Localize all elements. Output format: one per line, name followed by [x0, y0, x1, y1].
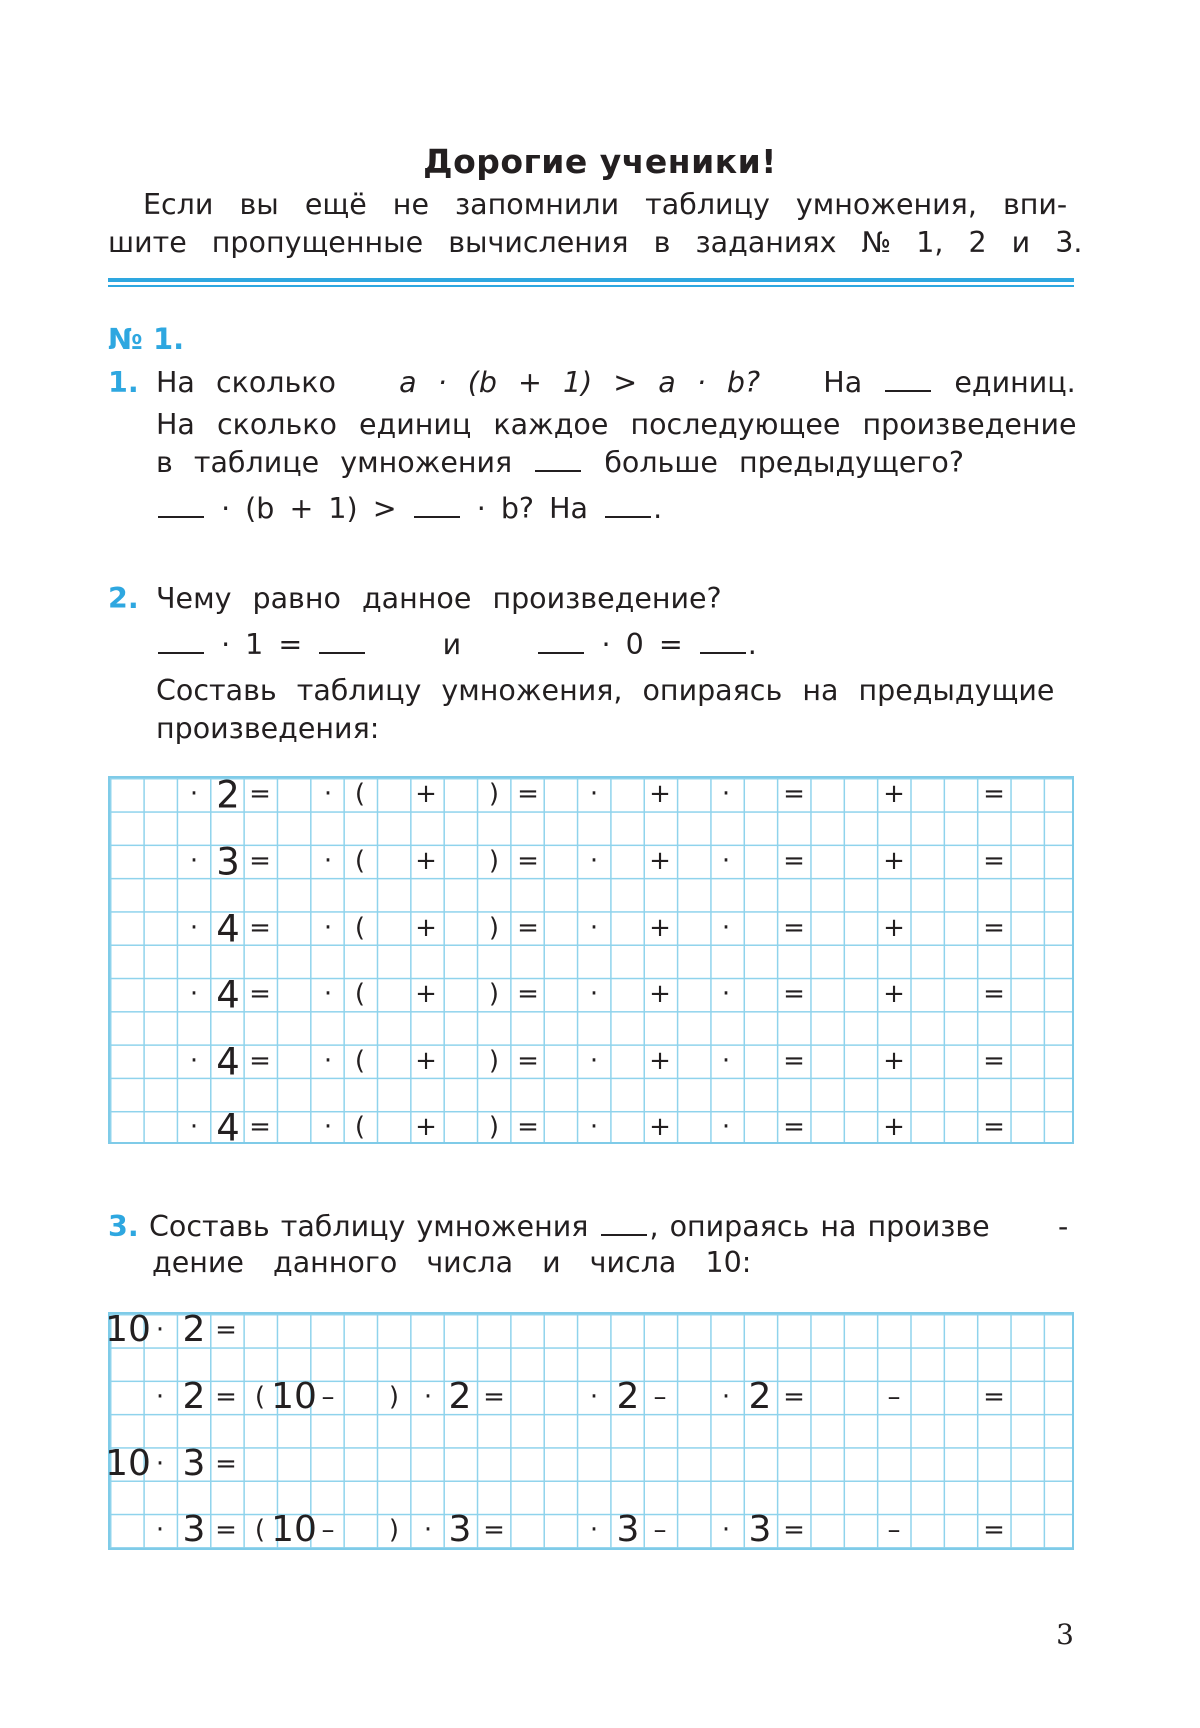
- grid-1-equals-sign: =: [517, 1112, 539, 1142]
- grid-1-plus-sign: +: [649, 779, 671, 809]
- grid-1-equals-sign: =: [517, 979, 539, 1009]
- grid-2-row-2-equals-sign: =: [483, 1382, 505, 1412]
- task-3-line-1: [149, 1208, 990, 1246]
- grid-1-plus-sign: +: [883, 1046, 905, 1076]
- task-1-text-f: · (b + 1) >: [221, 492, 397, 525]
- grid-1-dot-sign: ·: [589, 846, 599, 876]
- grid-2-row-4-dot-sign: ·: [721, 1515, 731, 1545]
- answer-blank[interactable]: [535, 448, 581, 472]
- grid-2-row-4-equals-sign: =: [215, 1515, 237, 1545]
- task-1-line-1: [156, 364, 1076, 402]
- grid-1-open-paren: (: [354, 1046, 366, 1076]
- page-number: 3: [1056, 1618, 1074, 1651]
- grid-1-equals-sign: =: [249, 779, 271, 809]
- grid-2-row-3-dot-sign: ·: [155, 1449, 165, 1479]
- grid-1-open-paren: (: [354, 1112, 366, 1142]
- grid-1-plus-sign: +: [415, 846, 437, 876]
- grid-1-equals-sign: =: [783, 1046, 805, 1076]
- grid-1-dot-sign: ·: [323, 1112, 333, 1142]
- grid-1-plus-sign: +: [649, 1112, 671, 1142]
- grid-1-plus-sign: +: [883, 779, 905, 809]
- grid-1-open-paren: (: [354, 979, 366, 1009]
- grid-1-equals-sign: =: [249, 1112, 271, 1142]
- intro-line-1: Если вы ещё не запомнили таблицу умножения, впи-: [143, 188, 1068, 221]
- task-2-number: 2.: [108, 582, 139, 615]
- grid-1-equals-sign: =: [983, 779, 1005, 809]
- grid-1-multiplier: 4: [216, 1106, 240, 1150]
- grid-1-plus-sign: +: [415, 913, 437, 943]
- grid-2-row-1-number-ten: 10: [105, 1309, 151, 1350]
- grid-1-equals-sign: =: [983, 1112, 1005, 1142]
- grid-2-row-1-equals-sign: =: [215, 1315, 237, 1345]
- grid-1-dot-sign: ·: [589, 1112, 599, 1142]
- grid-1-equals-sign: =: [983, 1046, 1005, 1076]
- grid-2-row-2-dot-sign: ·: [721, 1382, 731, 1412]
- answer-blank[interactable]: [158, 630, 204, 654]
- grid-1-plus-sign: +: [883, 913, 905, 943]
- grid-2-row-3-multiplier: 3: [182, 1443, 206, 1484]
- task-3-text-b: , опираясь на произве: [649, 1210, 990, 1243]
- grid-2-row-1-multiplier: 2: [182, 1309, 206, 1350]
- grid-1-open-paren: (: [354, 779, 366, 809]
- grid-1-dot-sign: ·: [189, 1112, 199, 1142]
- grid-2-row-2-equals-sign: =: [983, 1382, 1005, 1412]
- grid-1-multiplier: 2: [216, 773, 240, 817]
- grid-1-equals-sign: =: [783, 779, 805, 809]
- grid-1-equals-sign: =: [517, 913, 539, 943]
- task-1-text-b: На: [823, 366, 863, 399]
- grid-2-row-2-close-paren: ): [388, 1382, 400, 1412]
- grid-1-equals-sign: =: [983, 846, 1005, 876]
- grid-1-plus-sign: +: [649, 913, 671, 943]
- grid-1-equals-sign: =: [517, 1046, 539, 1076]
- grid-2-row-2-dot-sign: ·: [155, 1382, 165, 1412]
- task-2-and: и: [442, 628, 462, 661]
- answer-blank[interactable]: [885, 368, 931, 392]
- task-1-text-c: единиц.: [954, 366, 1076, 399]
- grid-2-row-3-number-ten: 10: [105, 1443, 151, 1484]
- grid-1-dot-sign: ·: [721, 913, 731, 943]
- multiplication-grid-1[interactable]: [108, 773, 1074, 1150]
- grid-1-close-paren: ): [488, 779, 500, 809]
- grid-1-dot-sign: ·: [721, 1046, 731, 1076]
- grid-1-plus-sign: +: [883, 846, 905, 876]
- task-3-number: 3.: [108, 1210, 139, 1243]
- grid-1-plus-sign: +: [415, 779, 437, 809]
- grid-1-dot-sign: ·: [189, 979, 199, 1009]
- task-1-line-2: На сколько единиц каждое последующее произведение: [156, 408, 1077, 441]
- grid-2-row-2-minus-sign: –: [653, 1382, 667, 1412]
- grid-2-row-4-minus-sign: –: [887, 1515, 901, 1545]
- grid-2-row-4-close-paren: ): [388, 1515, 400, 1545]
- answer-blank[interactable]: [538, 630, 584, 654]
- grid-1-multiplier: 4: [216, 1040, 240, 1084]
- grid-1-plus-sign: +: [649, 1046, 671, 1076]
- grid-1-equals-sign: =: [517, 846, 539, 876]
- task-2-question: Чему равно данное произведение?: [156, 582, 722, 615]
- grid-1-dot-sign: ·: [189, 1046, 199, 1076]
- grid-1-close-paren: ): [488, 1112, 500, 1142]
- grid-2-row-2-dot-sign: ·: [423, 1382, 433, 1412]
- task-2-mul-one: · 1 =: [221, 628, 303, 661]
- task-1-text-e: больше предыдущего?: [604, 446, 964, 479]
- grid-1-dot-sign: ·: [589, 1046, 599, 1076]
- multiplication-grid-2[interactable]: [105, 1309, 1074, 1550]
- task-2-formula: [156, 626, 757, 664]
- grid-2-row-2-multiplier: 2: [448, 1376, 472, 1417]
- task-3-text-a: Составь таблицу умножения: [149, 1210, 589, 1243]
- grid-2-row-2-multiplier: 2: [748, 1376, 772, 1417]
- grid-2-row-2-multiplier: 2: [616, 1376, 640, 1417]
- grid-1-dot-sign: ·: [721, 779, 731, 809]
- grid-1-equals-sign: =: [783, 1112, 805, 1142]
- grid-1-plus-sign: +: [415, 979, 437, 1009]
- task-2-instruction-2: произведения:: [156, 712, 380, 745]
- grid-1-dot-sign: ·: [189, 779, 199, 809]
- grid-2-row-4-dot-sign: ·: [589, 1515, 599, 1545]
- grid-1-dot-sign: ·: [323, 779, 333, 809]
- task-1-text-d: в таблице умножения: [156, 446, 513, 479]
- grid-1-plus-sign: +: [649, 846, 671, 876]
- task-1-line-3: [156, 444, 964, 482]
- grid-1-plus-sign: +: [415, 1046, 437, 1076]
- grid-2-row-4-multiplier: 3: [182, 1509, 206, 1550]
- grid-2-row-4-dot-sign: ·: [423, 1515, 433, 1545]
- grid-2-row-4-open-paren: (: [254, 1515, 266, 1545]
- grid-1-plus-sign: +: [415, 1112, 437, 1142]
- grid-1-equals-sign: =: [249, 979, 271, 1009]
- grid-2-row-2-equals-sign: =: [783, 1382, 805, 1412]
- grid-1-multiplier: 4: [216, 973, 240, 1017]
- grid-1-dot-sign: ·: [721, 1112, 731, 1142]
- task-2-end: .: [747, 628, 757, 661]
- task-3-hyphen: -: [1058, 1210, 1069, 1243]
- grid-1-equals-sign: =: [783, 979, 805, 1009]
- intro-line-2: шите пропущенные вычисления в заданиях № 1, 2 и 3.: [108, 226, 1083, 259]
- task-1-expression: a · (b + 1) > a · b?: [399, 366, 761, 399]
- grid-1-multiplier: 3: [216, 840, 240, 884]
- grid-2-row-3-equals-sign: =: [215, 1449, 237, 1479]
- grid-1-dot-sign: ·: [721, 979, 731, 1009]
- task-2-mul-zero: · 0 =: [601, 628, 683, 661]
- grid-2-row-2-dot-sign: ·: [589, 1382, 599, 1412]
- answer-blank[interactable]: [700, 630, 746, 654]
- grid-2-row-2-minus-sign: –: [887, 1382, 901, 1412]
- answer-blank[interactable]: [319, 630, 365, 654]
- grid-1-dot-sign: ·: [323, 846, 333, 876]
- divider-thin: [108, 285, 1074, 287]
- grid-1-dot-sign: ·: [189, 913, 199, 943]
- grid-2-row-2-number-ten: 10: [271, 1376, 317, 1417]
- grid-1-equals-sign: =: [983, 979, 1005, 1009]
- answer-blank[interactable]: [605, 494, 651, 518]
- grid-1-dot-sign: ·: [323, 1046, 333, 1076]
- page-title: Дорогие ученики!: [423, 142, 777, 181]
- grid-2-row-4-multiplier: 3: [748, 1509, 772, 1550]
- answer-blank[interactable]: [601, 1212, 647, 1236]
- grid-2-row-2-open-paren: (: [254, 1382, 266, 1412]
- task-2-instruction-1: Составь таблицу умножения, опираясь на предыдущие: [156, 674, 1055, 707]
- grid-1-plus-sign: +: [649, 979, 671, 1009]
- answer-blank[interactable]: [414, 494, 460, 518]
- grid-2-row-4-multiplier: 3: [616, 1509, 640, 1550]
- grid-2-row-4-equals-sign: =: [483, 1515, 505, 1545]
- grid-2-row-4-equals-sign: =: [983, 1515, 1005, 1545]
- grid-1-multiplier: 4: [216, 907, 240, 951]
- task-1-number: 1.: [108, 366, 139, 399]
- grid-2-row-2-equals-sign: =: [215, 1382, 237, 1412]
- grid-1-equals-sign: =: [983, 913, 1005, 943]
- grid-1-equals-sign: =: [249, 846, 271, 876]
- task-1-text-g: · b? На: [476, 492, 589, 525]
- grid-1-plus-sign: +: [883, 979, 905, 1009]
- grid-1-close-paren: ): [488, 979, 500, 1009]
- grid-1-open-paren: (: [354, 846, 366, 876]
- section-label: № 1.: [108, 322, 185, 356]
- grid-1-dot-sign: ·: [589, 913, 599, 943]
- grid-2-row-2-multiplier: 2: [182, 1376, 206, 1417]
- grid-1-open-paren: (: [354, 913, 366, 943]
- grid-1-close-paren: ): [488, 846, 500, 876]
- task-3-line-2: дение данного числа и числа 10:: [152, 1246, 752, 1279]
- grid-2-row-4-multiplier: 3: [448, 1509, 472, 1550]
- grid-2-row-1-dot-sign: ·: [155, 1315, 165, 1345]
- grid-1-dot-sign: ·: [589, 779, 599, 809]
- grid-1-close-paren: ): [488, 1046, 500, 1076]
- grid-1-dot-sign: ·: [721, 846, 731, 876]
- answer-blank[interactable]: [158, 494, 204, 518]
- grid-1-dot-sign: ·: [323, 913, 333, 943]
- grid-2-row-4-dot-sign: ·: [155, 1515, 165, 1545]
- divider-thick: [108, 278, 1074, 282]
- grid-1-equals-sign: =: [783, 913, 805, 943]
- grid-1-equals-sign: =: [517, 779, 539, 809]
- grid-2-row-4-number-ten: 10: [271, 1509, 317, 1550]
- grid-1-plus-sign: +: [883, 1112, 905, 1142]
- grid-1-dot-sign: ·: [323, 979, 333, 1009]
- grid-2-row-4-equals-sign: =: [783, 1515, 805, 1545]
- grid-2-row-4-minus-sign: –: [321, 1515, 335, 1545]
- grid-1-equals-sign: =: [249, 913, 271, 943]
- task-1-line-4: [156, 490, 662, 528]
- grid-1-dot-sign: ·: [589, 979, 599, 1009]
- grid-1-equals-sign: =: [783, 846, 805, 876]
- task-1-text-h: .: [653, 492, 663, 525]
- grid-2-row-2-minus-sign: –: [321, 1382, 335, 1412]
- grid-1-close-paren: ): [488, 913, 500, 943]
- grid-1-dot-sign: ·: [189, 846, 199, 876]
- grid-1-equals-sign: =: [249, 1046, 271, 1076]
- task-1-text-a: На сколько: [156, 366, 336, 399]
- grid-2-row-4-minus-sign: –: [653, 1515, 667, 1545]
